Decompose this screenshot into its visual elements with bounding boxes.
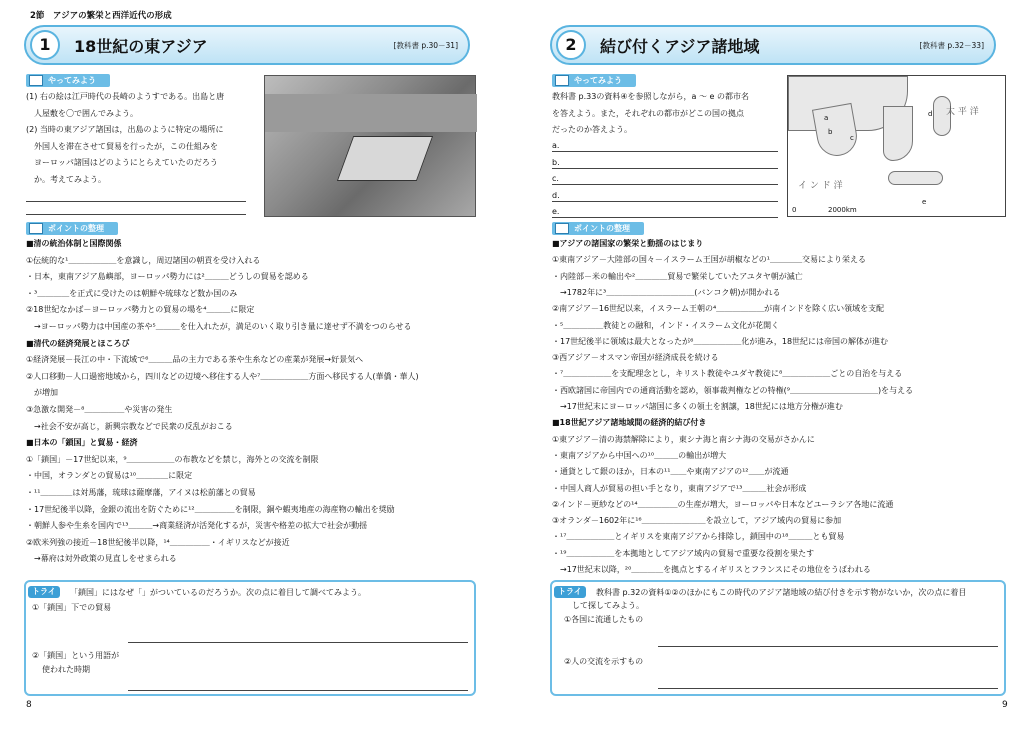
text-line: だったのか答えよう。 — [552, 125, 632, 134]
text-line: ・17世紀後半以降，金銀の流出を防ぐために¹²＿＿＿＿＿を制限，銅や蝦夷地産の海産物の輸出を奨励 — [26, 504, 395, 514]
text-line: か。考えてみよう。 — [34, 174, 106, 184]
text-line: ②南アジア－16世紀以来，イスラーム王朝の⁴＿＿＿＿＿＿が南インドを除く広い領域を支配 — [552, 304, 885, 314]
try-label-text: やってみよう — [48, 76, 96, 85]
asia-map — [787, 75, 1006, 217]
text-line: ・西欧諸国に帝国内での通商活動を認め，領事裁判権などの特権(⁹＿＿＿＿＿＿＿＿＿＿＿)を与える — [552, 385, 914, 395]
text-line: ①「鎖国」－17世紀以来，⁹＿＿＿＿＿＿の布教などを禁じ，海外との交流を制限 — [26, 454, 319, 464]
text-line: ・中国人商人が貿易の担い手となり，東南アジアで¹³＿＿＿社会が形成 — [552, 483, 807, 493]
map-point-e: e — [922, 198, 927, 206]
text-line: →幕府は対外政策の見直しをせまられる — [34, 554, 177, 564]
text-line: ヨーロッパ諸国はどのようにとらえていたのだろう — [34, 158, 218, 167]
section-heading: ■清の統治体制と国際関係 — [26, 239, 122, 248]
text-line: →社会不安が高じ，新興宗教などで民衆の反乱がおこる — [34, 421, 233, 431]
try-tag: トライ — [28, 586, 60, 598]
answer-label: d. — [552, 190, 560, 200]
dejima-island — [337, 136, 433, 181]
try-tag: トライ — [554, 586, 586, 598]
answer-line[interactable] — [658, 688, 998, 689]
harbor-water — [265, 94, 477, 132]
text-line: (2) 当時の東アジア諸国は，出島のように特定の場所に — [26, 125, 224, 134]
text-line: ②人口移動－人口過密地域から，四川などの辺境へ移住する人や⁷＿＿＿＿＿＿方面へ移民する人(華僑・華人) — [26, 371, 419, 381]
try-label-text: やってみよう — [574, 76, 622, 85]
try-box — [550, 580, 1006, 696]
answer-line[interactable] — [658, 646, 998, 647]
section-title-bar — [550, 25, 996, 65]
section-heading: ■アジアの諸国家の繁栄と動揺のはじまり — [552, 239, 704, 248]
page-number: 8 — [26, 700, 32, 710]
text-line: ・¹⁷＿＿＿＿＿＿とイギリスを東南アジアから排除し，鎖国中の¹⁸＿＿＿とも貿易 — [552, 532, 845, 542]
text-line: ①伝統的な¹＿＿＿＿＿＿を意識し，周辺諸国の朝貢を受け入れる — [26, 255, 261, 265]
notebook-icon — [29, 75, 43, 86]
page-number: 9 — [1002, 700, 1008, 710]
textbook-reference: [教科書 p.30－31] — [393, 41, 458, 50]
answer-label: b. — [552, 157, 560, 167]
text-line: →17世紀末にヨーロッパ諸国に多くの領土を割譲，18世紀には地方分権が進む — [560, 402, 843, 411]
book-icon — [29, 223, 43, 234]
text-line: を答えよう。また，それぞれの都市がどこの国の拠点 — [552, 108, 744, 118]
text-line: 教科書 p.33の資料④を参照しながら，a ～ e の都市名 — [552, 92, 749, 101]
answer-line[interactable] — [552, 151, 778, 152]
map-land-indonesia — [888, 171, 943, 185]
point-label — [552, 222, 644, 235]
answer-line[interactable] — [552, 201, 778, 202]
map-land-india — [812, 103, 860, 159]
text-line: ・東南アジアから中国への¹⁰＿＿＿の輸出が増大 — [552, 450, 727, 460]
try-item-2-cont: 使われた時期 — [42, 665, 90, 674]
section-number: 1 — [30, 30, 60, 60]
text-line: が増加 — [34, 388, 58, 398]
text-line: →17世紀末以降，²⁰＿＿＿＿を拠点とするイギリスとフランスにその地位をうばわれる — [560, 565, 871, 574]
answer-line[interactable] — [552, 184, 778, 185]
try-item-1: ①各国に流通したもの — [564, 615, 644, 624]
text-line: ②インド－更紗などの¹⁴＿＿＿＿＿の生産が増大，ヨーロッパや日本などユーラシア各地に流通 — [552, 499, 894, 509]
text-line: ・¹⁹＿＿＿＿＿＿を本拠地としてアジア域内の貿易で重要な役割を果たす — [552, 548, 815, 558]
text-line: ①東南アジア－大陸部の国々－イスラーム王国が胡椒などの¹＿＿＿＿交易により栄える — [552, 255, 866, 265]
text-line: ③オランダ－1602年に¹⁶＿＿＿＿＿＿＿＿を設立して，アジア域内の貿易に参加 — [552, 516, 842, 526]
text-line: →1782年に³＿＿＿＿＿＿＿＿＿＿＿(バンコク朝)が開かれる — [560, 287, 781, 297]
nagasaki-illustration — [264, 75, 476, 217]
text-line: ・朝鮮人参や生糸を国内で¹³＿＿＿→商業経済が活発化するが，災害や格差の拡大で社会が動揺 — [26, 521, 368, 531]
answer-line — [26, 214, 246, 215]
map-land-indochina — [883, 106, 913, 161]
section-title: 結び付くアジア諸地域 — [600, 37, 760, 56]
text-line: ・³＿＿＿＿を正式に受けたのは朝鮮や琉球など数か国のみ — [26, 288, 238, 298]
text-line: ・中国，オランダとの貿易は¹⁰＿＿＿＿に限定 — [26, 471, 193, 481]
text-line: ・⁷＿＿＿＿＿＿を支配理念とし，キリスト教徒やユダヤ教徒に⁸＿＿＿＿＿＿ごとの自治を与える — [552, 369, 903, 379]
point-label-text: ポイントの整理 — [574, 224, 630, 233]
text-line: ・¹¹＿＿＿＿は対馬藩，琉球は薩摩藩，アイヌは松前藩との貿易 — [26, 488, 256, 497]
try-box — [24, 580, 476, 696]
map-point-a: a — [824, 114, 829, 122]
map-point-b: b — [828, 128, 833, 136]
text-line: (1) 右の絵は江戸時代の長崎のようすである。出島と唐 — [26, 92, 225, 101]
text-line: ・17世紀後半に領域は最大となったが⁶＿＿＿＿＿＿化が進み，18世紀には帝国の解体が進む — [552, 336, 889, 346]
section-number: 2 — [556, 30, 586, 60]
section-heading: ■清代の経済発展とほころび — [26, 338, 130, 348]
text-line: ③急激な開発－⁸＿＿＿＿＿や災害の発生 — [26, 405, 173, 414]
map-point-d: d — [928, 110, 933, 118]
try-question: 教科書 p.32の資料①②のほかにもこの時代のアジア諸地域の結び付きを示す物がないか，次の点に着目 — [596, 588, 967, 597]
answer-line — [26, 201, 246, 202]
text-line: ・⁵＿＿＿＿＿教徒との融和，インド・イスラーム文化が花開く — [552, 320, 780, 330]
answer-line[interactable] — [552, 168, 778, 169]
point-label — [26, 222, 118, 235]
try-item-1: ①「鎖国」下での貿易 — [32, 603, 112, 612]
answer-label: c. — [552, 174, 559, 183]
answer-line[interactable] — [128, 690, 468, 691]
text-line: 外国人を滞在させて貿易を行ったが，この仕組みを — [34, 141, 218, 151]
try-item-2: ②「鎖国」という用語が — [32, 651, 120, 660]
try-question-cont: して探してみよう。 — [572, 601, 644, 610]
answer-label: a. — [552, 141, 560, 150]
answer-line[interactable] — [552, 217, 778, 218]
section-title: 18世紀の東アジア — [74, 37, 208, 56]
point-label-text: ポイントの整理 — [48, 224, 104, 233]
map-scale-label: 2000km — [828, 206, 857, 214]
right-page — [516, 0, 1032, 729]
answer-label: e. — [552, 207, 560, 216]
section-heading: ■18世紀アジア諸地域間の経済的結び付き — [552, 418, 707, 428]
try-label — [552, 74, 636, 87]
text-line: ・日本，東南アジア島嶼部，ヨーロッパ勢力には²＿＿＿どうしの貿易を認める — [26, 272, 309, 282]
text-line: ・内陸部－米の輸出や²＿＿＿＿貿易で繁栄していたアユタヤ朝が滅亡 — [552, 271, 803, 281]
book-icon — [555, 223, 569, 234]
try-question: 「鎖国」にはなぜ「」がついているのだろうか。次の点に着目して調べてみよう。 — [70, 588, 366, 597]
try-label — [26, 74, 110, 87]
map-scale-zero: 0 — [792, 206, 797, 214]
text-line: ②18世紀なかば－ヨーロッパ勢力との貿易の場を⁴＿＿＿に限定 — [26, 305, 255, 315]
section-title-bar — [24, 25, 470, 65]
try-item-2: ②人の交流を示すもの — [564, 657, 644, 666]
text-line: ・通貨として銀のほか，日本の¹¹＿＿や東南アジアの¹²＿＿が流通 — [552, 467, 789, 477]
text-line: ③西アジア－オスマン帝国が経済成長を続ける — [552, 353, 719, 363]
text-line: →ヨーロッパ勢力は中国産の茶や⁵＿＿＿を仕入れたが，満足のいく取り引き量に達せず不満をつのらせる — [34, 322, 412, 331]
chapter-heading: 2節 アジアの繁栄と西洋近代の形成 — [30, 11, 172, 21]
notebook-icon — [555, 75, 569, 86]
text-line: ②欧米列強の接近－18世紀後半以降，¹⁴＿＿＿＿＿・イギリスなどが接近 — [26, 537, 290, 547]
map-label-indian-ocean: イ ン ド 洋 — [798, 181, 843, 191]
text-line: ①経済発展－長江の中・下流域で⁶＿＿＿品の主力である茶や生糸などの産業が発展→好景気へ — [26, 355, 364, 365]
map-label-pacific: 太 平 洋 — [946, 107, 979, 117]
map-point-c: c — [850, 134, 854, 142]
section-heading: ■日本の「鎖国」と貿易・経済 — [26, 438, 138, 448]
answer-line[interactable] — [128, 642, 468, 643]
text-line: 人屋敷を〇で囲んでみよう。 — [34, 108, 138, 118]
text-line: ①東アジア－清の海禁解除により，東シナ海と南シナ海の交易がさかんに — [552, 434, 815, 444]
textbook-reference: [教科書 p.32－33] — [919, 41, 984, 50]
